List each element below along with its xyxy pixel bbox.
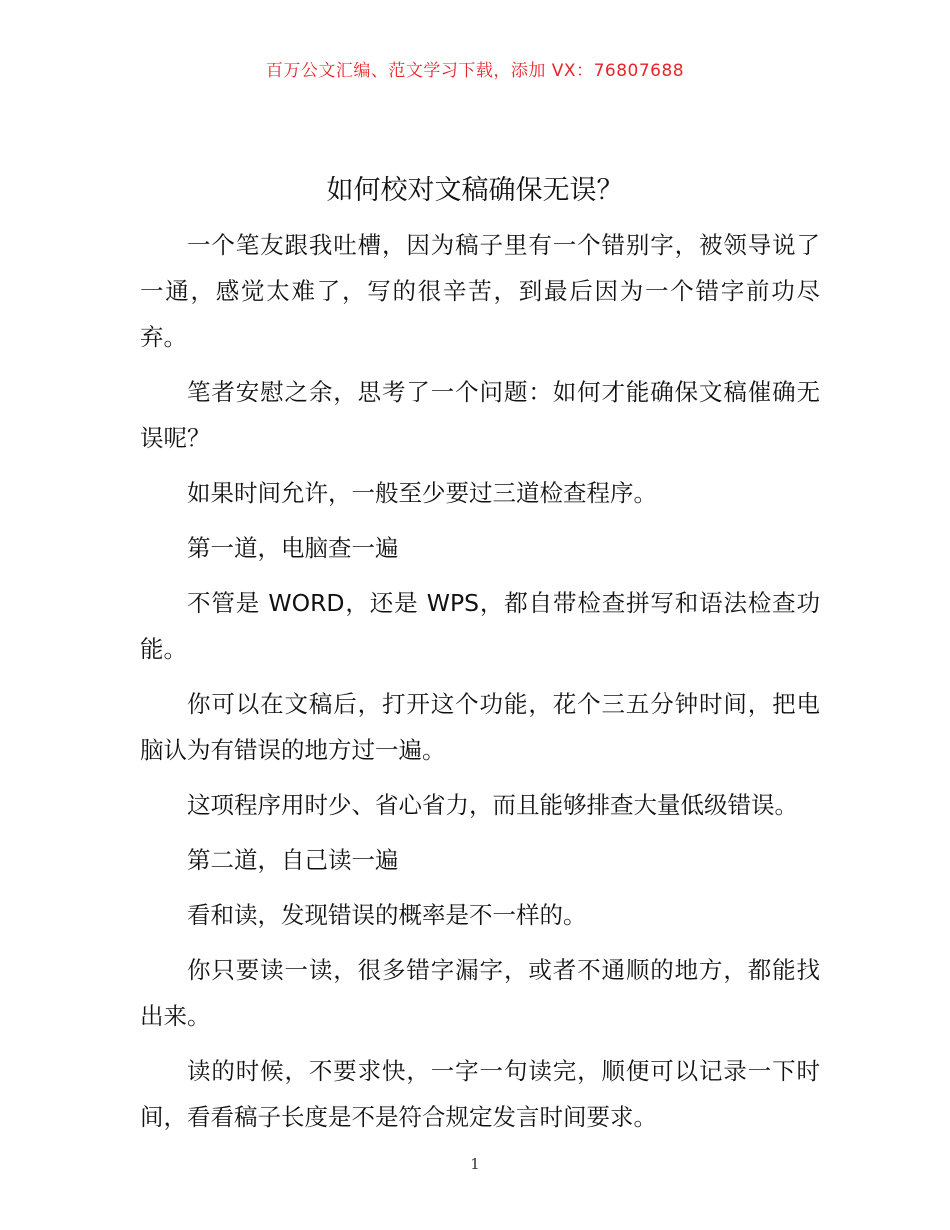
section-heading: 第二道，自己读一遍 bbox=[187, 846, 399, 874]
paragraph: 一个笔友跟我吐槽，因为稿子里有一个错别字，被领导说了一通，感觉太难了，写的很辛苦，到最后因为一个错字前功尽弃。 bbox=[140, 231, 820, 351]
paragraph: 你只要读一读，很多错字漏字，或者不通顺的地方，都能找出来。 bbox=[140, 956, 820, 1030]
document-body bbox=[140, 222, 820, 1149]
header-banner: 百万公文汇编、范文学习下载，添加 VX：76807688 bbox=[265, 61, 685, 81]
paragraph: 这项程序用时少、省心省力，而且能够排查大量低级错误。 bbox=[187, 791, 798, 819]
paragraph: 不管是 WORD，还是 WPS，都自带检查拼写和语法检查功能。 bbox=[140, 589, 820, 663]
paragraph: 读的时候，不要求快，一字一句读完，顺便可以记录一下时间，看看稿子长度是不是符合规定发言时间要求。 bbox=[140, 1057, 820, 1131]
page-number: 1 bbox=[470, 1155, 480, 1173]
paragraph: 如果时间允许，一般至少要过三道检查程序。 bbox=[187, 479, 657, 507]
section-heading: 第一道，电脑查一遍 bbox=[187, 534, 399, 562]
paragraph: 笔者安慰之余，思考了一个问题：如何才能确保文稿催确无误呢？ bbox=[140, 378, 820, 452]
paragraph: 你可以在文稿后，打开这个功能，花个三五分钟时间，把电脑认为有错误的地方过一遍。 bbox=[140, 690, 820, 764]
document-title: 如何校对文稿确保无误？ bbox=[326, 175, 624, 206]
paragraph: 看和读，发现错误的概率是不一样的。 bbox=[187, 901, 587, 929]
